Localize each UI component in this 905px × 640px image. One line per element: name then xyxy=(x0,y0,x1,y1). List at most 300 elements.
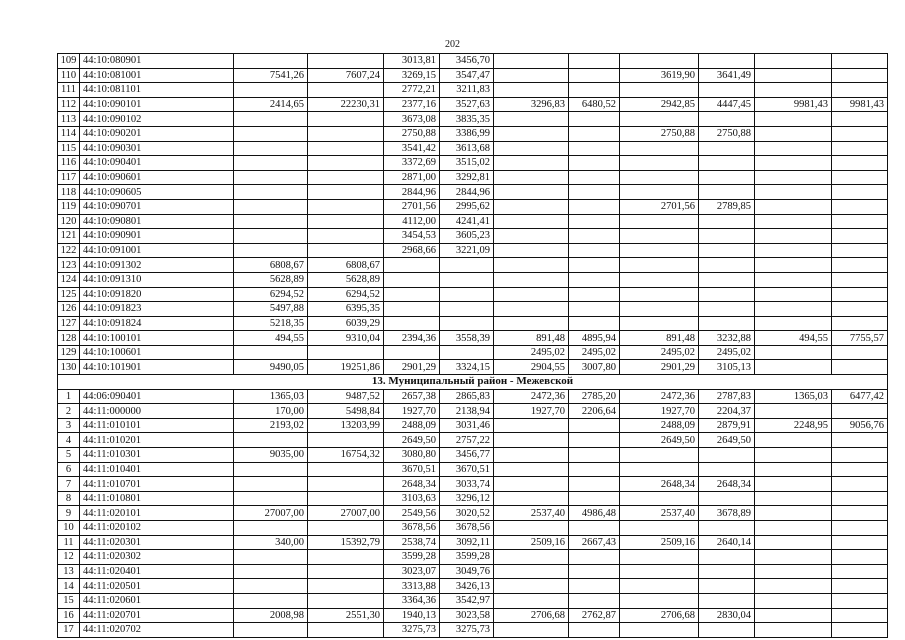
value-8-cell xyxy=(699,448,755,463)
value-1-cell xyxy=(234,54,308,69)
value-8-cell: 2640,14 xyxy=(699,535,755,550)
cadastral-block-cell: 44:10:090901 xyxy=(80,229,234,244)
row-number-cell: 8 xyxy=(58,491,80,506)
cadastral-block-cell: 44:10:091824 xyxy=(80,316,234,331)
value-2-cell: 6294,52 xyxy=(308,287,384,302)
table-row xyxy=(58,623,888,638)
value-5-cell xyxy=(494,433,569,448)
value-6-cell: 3007,80 xyxy=(569,360,620,375)
table-row xyxy=(58,54,888,69)
value-3-cell: 3080,80 xyxy=(384,448,440,463)
cadastral-block-cell: 44:11:020401 xyxy=(80,564,234,579)
value-5-cell xyxy=(494,302,569,317)
value-2-cell xyxy=(308,126,384,141)
row-number-cell: 112 xyxy=(58,97,80,112)
value-8-cell xyxy=(699,112,755,127)
value-1-cell: 5497,88 xyxy=(234,302,308,317)
value-1-cell xyxy=(234,462,308,477)
value-10-cell xyxy=(832,141,888,156)
value-9-cell xyxy=(755,199,832,214)
table-row xyxy=(58,345,888,360)
value-10-cell xyxy=(832,345,888,360)
section-header-row xyxy=(58,375,888,390)
value-3-cell xyxy=(384,258,440,273)
table-row xyxy=(58,68,888,83)
value-9-cell xyxy=(755,521,832,536)
value-6-cell xyxy=(569,229,620,244)
value-5-cell xyxy=(494,579,569,594)
value-3-cell: 2871,00 xyxy=(384,170,440,185)
value-10-cell xyxy=(832,243,888,258)
value-1-cell xyxy=(234,83,308,98)
value-3-cell: 2538,74 xyxy=(384,535,440,550)
value-4-cell: 3020,52 xyxy=(440,506,494,521)
value-8-cell xyxy=(699,272,755,287)
value-7-cell xyxy=(620,141,699,156)
value-8-cell xyxy=(699,462,755,477)
value-10-cell: 7755,57 xyxy=(832,331,888,346)
value-6-cell xyxy=(569,141,620,156)
cadastral-block-cell: 44:10:081001 xyxy=(80,68,234,83)
value-4-cell: 2844,96 xyxy=(440,185,494,200)
row-number-cell: 1 xyxy=(58,389,80,404)
value-4-cell: 3324,15 xyxy=(440,360,494,375)
value-8-cell xyxy=(699,214,755,229)
value-4-cell: 3092,11 xyxy=(440,535,494,550)
value-9-cell xyxy=(755,214,832,229)
value-4-cell: 3835,35 xyxy=(440,112,494,127)
value-7-cell xyxy=(620,272,699,287)
value-1-cell xyxy=(234,623,308,638)
value-1-cell xyxy=(234,477,308,492)
value-6-cell xyxy=(569,302,620,317)
value-4-cell: 3599,28 xyxy=(440,550,494,565)
value-6-cell: 2762,87 xyxy=(569,608,620,623)
value-1-cell xyxy=(234,579,308,594)
value-3-cell: 2488,09 xyxy=(384,418,440,433)
value-10-cell xyxy=(832,229,888,244)
value-1-cell xyxy=(234,156,308,171)
value-3-cell xyxy=(384,316,440,331)
value-8-cell: 3641,49 xyxy=(699,68,755,83)
value-9-cell xyxy=(755,608,832,623)
cadastral-block-cell: 44:11:020501 xyxy=(80,579,234,594)
value-2-cell: 6395,35 xyxy=(308,302,384,317)
value-9-cell xyxy=(755,229,832,244)
cadastral-block-cell: 44:10:091001 xyxy=(80,243,234,258)
value-6-cell xyxy=(569,214,620,229)
cadastral-block-cell: 44:10:090601 xyxy=(80,170,234,185)
value-1-cell: 1365,03 xyxy=(234,389,308,404)
cadastral-block-cell: 44:10:090201 xyxy=(80,126,234,141)
value-2-cell xyxy=(308,83,384,98)
value-5-cell xyxy=(494,126,569,141)
value-5-cell xyxy=(494,593,569,608)
cadastral-block-cell: 44:10:091823 xyxy=(80,302,234,317)
value-2-cell xyxy=(308,345,384,360)
row-number-cell: 115 xyxy=(58,141,80,156)
value-4-cell: 3678,56 xyxy=(440,521,494,536)
value-8-cell xyxy=(699,302,755,317)
value-7-cell xyxy=(620,185,699,200)
value-4-cell xyxy=(440,258,494,273)
value-7-cell xyxy=(620,229,699,244)
table-row xyxy=(58,564,888,579)
value-7-cell: 2706,68 xyxy=(620,608,699,623)
value-1-cell xyxy=(234,521,308,536)
value-2-cell xyxy=(308,462,384,477)
value-4-cell: 3558,39 xyxy=(440,331,494,346)
value-9-cell xyxy=(755,170,832,185)
value-5-cell: 2495,02 xyxy=(494,345,569,360)
value-1-cell: 2414,65 xyxy=(234,97,308,112)
value-4-cell: 3049,76 xyxy=(440,564,494,579)
table-row xyxy=(58,97,888,112)
value-3-cell: 1927,70 xyxy=(384,404,440,419)
cadastral-block-cell: 44:10:091302 xyxy=(80,258,234,273)
value-5-cell xyxy=(494,112,569,127)
value-3-cell: 2901,29 xyxy=(384,360,440,375)
value-5-cell xyxy=(494,185,569,200)
value-1-cell: 2193,02 xyxy=(234,418,308,433)
value-7-cell: 2649,50 xyxy=(620,433,699,448)
table-row xyxy=(58,448,888,463)
value-10-cell xyxy=(832,535,888,550)
value-2-cell: 15392,79 xyxy=(308,535,384,550)
value-5-cell xyxy=(494,214,569,229)
value-6-cell: 4895,94 xyxy=(569,331,620,346)
table-row xyxy=(58,462,888,477)
value-2-cell xyxy=(308,593,384,608)
value-9-cell xyxy=(755,360,832,375)
value-8-cell xyxy=(699,83,755,98)
value-1-cell: 6808,67 xyxy=(234,258,308,273)
value-4-cell: 4241,41 xyxy=(440,214,494,229)
value-7-cell xyxy=(620,243,699,258)
row-number-cell: 10 xyxy=(58,521,80,536)
value-7-cell xyxy=(620,521,699,536)
value-7-cell: 3619,90 xyxy=(620,68,699,83)
value-5-cell xyxy=(494,156,569,171)
value-9-cell xyxy=(755,302,832,317)
value-9-cell xyxy=(755,287,832,302)
value-7-cell xyxy=(620,170,699,185)
value-6-cell: 2495,02 xyxy=(569,345,620,360)
value-10-cell xyxy=(832,360,888,375)
value-3-cell: 2657,38 xyxy=(384,389,440,404)
value-6-cell xyxy=(569,83,620,98)
value-8-cell: 3105,13 xyxy=(699,360,755,375)
value-10-cell xyxy=(832,83,888,98)
value-9-cell xyxy=(755,141,832,156)
row-number-cell: 113 xyxy=(58,112,80,127)
value-4-cell: 3292,81 xyxy=(440,170,494,185)
value-8-cell: 2750,88 xyxy=(699,126,755,141)
cadastral-block-cell: 44:10:081101 xyxy=(80,83,234,98)
value-1-cell xyxy=(234,491,308,506)
value-8-cell: 2830,04 xyxy=(699,608,755,623)
value-3-cell: 3269,15 xyxy=(384,68,440,83)
value-10-cell xyxy=(832,170,888,185)
value-2-cell xyxy=(308,579,384,594)
value-10-cell xyxy=(832,404,888,419)
value-2-cell xyxy=(308,199,384,214)
table-row xyxy=(58,243,888,258)
value-10-cell xyxy=(832,68,888,83)
value-4-cell: 3456,77 xyxy=(440,448,494,463)
value-7-cell xyxy=(620,550,699,565)
value-3-cell: 2772,21 xyxy=(384,83,440,98)
value-5-cell xyxy=(494,448,569,463)
value-3-cell: 3275,73 xyxy=(384,623,440,638)
cadastral-block-cell: 44:10:090801 xyxy=(80,214,234,229)
value-6-cell xyxy=(569,477,620,492)
value-5-cell xyxy=(494,462,569,477)
value-6-cell xyxy=(569,521,620,536)
cadastral-block-cell: 44:11:000000 xyxy=(80,404,234,419)
value-8-cell: 2879,91 xyxy=(699,418,755,433)
value-9-cell xyxy=(755,156,832,171)
row-number-cell: 6 xyxy=(58,462,80,477)
value-9-cell xyxy=(755,564,832,579)
cadastral-block-cell: 44:11:020701 xyxy=(80,608,234,623)
value-6-cell xyxy=(569,272,620,287)
value-9-cell xyxy=(755,579,832,594)
value-10-cell xyxy=(832,521,888,536)
row-number-cell: 118 xyxy=(58,185,80,200)
value-5-cell xyxy=(494,491,569,506)
value-6-cell xyxy=(569,448,620,463)
value-3-cell xyxy=(384,272,440,287)
value-3-cell: 3013,81 xyxy=(384,54,440,69)
value-5-cell: 2706,68 xyxy=(494,608,569,623)
value-1-cell xyxy=(234,214,308,229)
value-1-cell xyxy=(234,345,308,360)
value-8-cell: 2649,50 xyxy=(699,433,755,448)
value-1-cell xyxy=(234,170,308,185)
value-4-cell: 2865,83 xyxy=(440,389,494,404)
value-2-cell xyxy=(308,477,384,492)
table-row xyxy=(58,389,888,404)
row-number-cell: 127 xyxy=(58,316,80,331)
cadastral-block-cell: 44:10:090102 xyxy=(80,112,234,127)
cadastral-block-cell: 44:10:080901 xyxy=(80,54,234,69)
value-2-cell: 6039,29 xyxy=(308,316,384,331)
value-9-cell xyxy=(755,345,832,360)
table-row xyxy=(58,272,888,287)
value-6-cell xyxy=(569,156,620,171)
value-5-cell: 2472,36 xyxy=(494,389,569,404)
value-3-cell: 3313,88 xyxy=(384,579,440,594)
value-1-cell xyxy=(234,564,308,579)
section-title: 13. Муниципальный район - Межевской xyxy=(58,375,888,390)
value-9-cell: 494,55 xyxy=(755,331,832,346)
table-row xyxy=(58,229,888,244)
value-8-cell xyxy=(699,287,755,302)
value-4-cell: 3527,63 xyxy=(440,97,494,112)
value-9-cell xyxy=(755,462,832,477)
table-row xyxy=(58,199,888,214)
value-1-cell xyxy=(234,185,308,200)
value-3-cell xyxy=(384,302,440,317)
value-4-cell: 3542,97 xyxy=(440,593,494,608)
value-6-cell xyxy=(569,258,620,273)
row-number-cell: 109 xyxy=(58,54,80,69)
value-10-cell xyxy=(832,54,888,69)
value-2-cell: 27007,00 xyxy=(308,506,384,521)
value-8-cell: 2789,85 xyxy=(699,199,755,214)
value-3-cell: 3364,36 xyxy=(384,593,440,608)
value-5-cell: 2509,16 xyxy=(494,535,569,550)
value-10-cell xyxy=(832,579,888,594)
value-7-cell xyxy=(620,258,699,273)
value-2-cell xyxy=(308,243,384,258)
cadastral-block-cell: 44:11:020302 xyxy=(80,550,234,565)
value-10-cell: 6477,42 xyxy=(832,389,888,404)
value-1-cell xyxy=(234,126,308,141)
table-row xyxy=(58,141,888,156)
value-3-cell: 3103,63 xyxy=(384,491,440,506)
value-9-cell xyxy=(755,68,832,83)
value-2-cell: 16754,32 xyxy=(308,448,384,463)
value-6-cell xyxy=(569,579,620,594)
value-9-cell xyxy=(755,83,832,98)
value-6-cell xyxy=(569,68,620,83)
value-2-cell xyxy=(308,623,384,638)
value-8-cell xyxy=(699,185,755,200)
value-5-cell xyxy=(494,243,569,258)
row-number-cell: 123 xyxy=(58,258,80,273)
value-1-cell xyxy=(234,141,308,156)
value-10-cell xyxy=(832,491,888,506)
value-2-cell xyxy=(308,112,384,127)
table-row xyxy=(58,170,888,185)
value-5-cell xyxy=(494,68,569,83)
cadastral-block-cell: 44:11:020702 xyxy=(80,623,234,638)
value-6-cell xyxy=(569,126,620,141)
cadastral-block-cell: 44:10:091820 xyxy=(80,287,234,302)
row-number-cell: 120 xyxy=(58,214,80,229)
table-row xyxy=(58,316,888,331)
table-body xyxy=(58,54,888,638)
value-7-cell: 2537,40 xyxy=(620,506,699,521)
value-6-cell xyxy=(569,170,620,185)
value-3-cell: 2750,88 xyxy=(384,126,440,141)
value-7-cell xyxy=(620,302,699,317)
value-7-cell xyxy=(620,593,699,608)
page-number: 202 xyxy=(445,39,460,50)
value-4-cell: 3296,12 xyxy=(440,491,494,506)
value-5-cell: 1927,70 xyxy=(494,404,569,419)
value-9-cell: 9981,43 xyxy=(755,97,832,112)
value-2-cell: 2551,30 xyxy=(308,608,384,623)
value-9-cell xyxy=(755,433,832,448)
value-7-cell xyxy=(620,579,699,594)
value-5-cell xyxy=(494,83,569,98)
cadastral-block-cell: 44:11:010101 xyxy=(80,418,234,433)
value-4-cell: 3515,02 xyxy=(440,156,494,171)
value-4-cell xyxy=(440,302,494,317)
row-number-cell: 5 xyxy=(58,448,80,463)
value-4-cell: 2995,62 xyxy=(440,199,494,214)
table-row xyxy=(58,608,888,623)
value-3-cell: 2701,56 xyxy=(384,199,440,214)
value-7-cell xyxy=(620,316,699,331)
value-10-cell xyxy=(832,550,888,565)
value-10-cell: 9056,76 xyxy=(832,418,888,433)
cadastral-block-cell: 44:10:100101 xyxy=(80,331,234,346)
value-10-cell xyxy=(832,156,888,171)
value-7-cell: 2472,36 xyxy=(620,389,699,404)
value-7-cell xyxy=(620,214,699,229)
table-row xyxy=(58,535,888,550)
table-row xyxy=(58,185,888,200)
value-8-cell: 2787,83 xyxy=(699,389,755,404)
value-4-cell: 3605,23 xyxy=(440,229,494,244)
value-3-cell: 3599,28 xyxy=(384,550,440,565)
row-number-cell: 12 xyxy=(58,550,80,565)
value-10-cell xyxy=(832,506,888,521)
value-1-cell: 494,55 xyxy=(234,331,308,346)
value-3-cell: 3454,53 xyxy=(384,229,440,244)
value-5-cell xyxy=(494,564,569,579)
value-6-cell xyxy=(569,316,620,331)
value-8-cell: 4447,45 xyxy=(699,97,755,112)
value-6-cell xyxy=(569,185,620,200)
cadastral-block-cell: 44:10:090401 xyxy=(80,156,234,171)
value-4-cell xyxy=(440,345,494,360)
value-5-cell xyxy=(494,54,569,69)
value-4-cell xyxy=(440,287,494,302)
value-8-cell xyxy=(699,521,755,536)
value-7-cell xyxy=(620,623,699,638)
value-8-cell xyxy=(699,258,755,273)
cadastral-block-cell: 44:11:010401 xyxy=(80,462,234,477)
table-row xyxy=(58,331,888,346)
table-row xyxy=(58,521,888,536)
value-8-cell xyxy=(699,593,755,608)
value-4-cell: 3221,09 xyxy=(440,243,494,258)
value-5-cell xyxy=(494,418,569,433)
value-1-cell: 170,00 xyxy=(234,404,308,419)
table-row xyxy=(58,404,888,419)
value-5-cell xyxy=(494,316,569,331)
row-number-cell: 122 xyxy=(58,243,80,258)
table-row xyxy=(58,477,888,492)
value-4-cell: 3613,68 xyxy=(440,141,494,156)
value-6-cell xyxy=(569,112,620,127)
value-9-cell: 1365,03 xyxy=(755,389,832,404)
row-number-cell: 110 xyxy=(58,68,80,83)
row-number-cell: 16 xyxy=(58,608,80,623)
value-5-cell xyxy=(494,258,569,273)
value-5-cell: 2537,40 xyxy=(494,506,569,521)
value-1-cell xyxy=(234,550,308,565)
value-9-cell xyxy=(755,316,832,331)
cadastral-value-table xyxy=(57,53,888,638)
value-7-cell xyxy=(620,462,699,477)
value-2-cell xyxy=(308,521,384,536)
cadastral-block-cell: 44:11:020301 xyxy=(80,535,234,550)
value-10-cell: 9981,43 xyxy=(832,97,888,112)
cadastral-block-cell: 44:11:010801 xyxy=(80,491,234,506)
value-1-cell: 9035,00 xyxy=(234,448,308,463)
value-7-cell: 2701,56 xyxy=(620,199,699,214)
value-7-cell xyxy=(620,448,699,463)
value-5-cell: 3296,83 xyxy=(494,97,569,112)
value-7-cell: 2495,02 xyxy=(620,345,699,360)
value-6-cell xyxy=(569,623,620,638)
